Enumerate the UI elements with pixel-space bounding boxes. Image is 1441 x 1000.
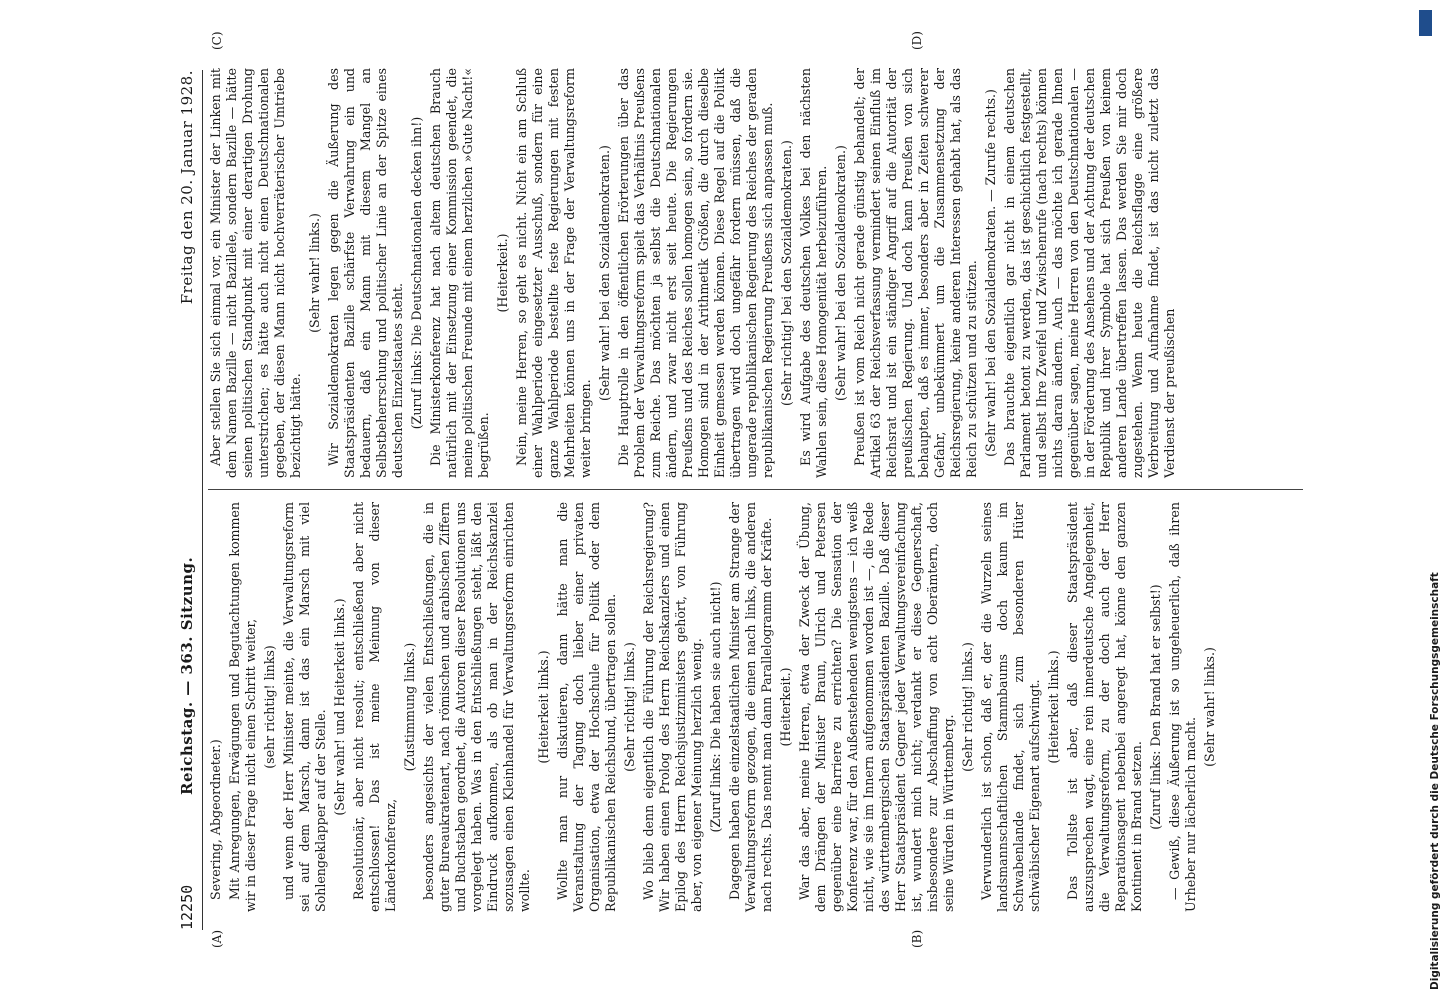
header-left-title: Reichstag. — 363. Sitzung. xyxy=(178,556,196,795)
column-divider xyxy=(208,489,1303,490)
interjection: (Heiterkeit.) xyxy=(495,233,510,313)
paragraph: Die Hauptrolle in den öffentlichen Erörterungen über das Problem der Verwaltungsreform spielt das Verhältnis Preußens zum Reiche. Das möchten ja selbst die Deutschnationalen ändern, und zwar nicht erst seit heute. Die Regierungen Preußens und des Reiches sollen homogen sein, so fordern sie. Homogen sind in der Arithmetik Größen, die durch dieselbe Einheit gemessen werden können. Diese Regel auf die Politik übertragen wird doch ungefähr fordern müssen, daß die ungerade republikanischen Regierung des Reiches der geraden republikanischen Regierung Preußens sich anpassen muß. xyxy=(616,68,775,478)
interjection: (Zustimmung links.) xyxy=(402,642,417,772)
paragraph: Wo blieb denn eigentlich die Führung der Reichsregierung? Wir haben einen Prolog des Herrn Reichskanzlers und einen Epilog des Herrn Reichsjustizministers gehört, von Führung aber, von eigener Meinung herzlich wenig. xyxy=(641,502,704,912)
paragraph: Resolutionär, aber nicht resolut; entschließend aber nicht entschlossen! Das ist meine Meinung von dieser Länderkonferenz, xyxy=(351,502,398,912)
right-column xyxy=(208,68,1181,478)
margin-marker-c: (C) xyxy=(210,31,224,50)
interjection: (Heiterkeit links.) xyxy=(536,650,551,764)
interjection: (Zuruf links: Den Brand hat er selbst!) xyxy=(1148,584,1163,830)
paragraph: Wir Sozialdemokraten legen gegen die Äußerung des Staatspräsidenten Bazille schärfste Verwahrung ein und bedauern, daß ein Mann mit diesem Mangel an Selbstbeherrschung und politischer Linie an der Spitze eines deutschen Einzelstaates steht. xyxy=(326,68,405,478)
page-header xyxy=(178,70,200,930)
left-column xyxy=(208,502,1221,912)
paragraph: Mit Anregungen, Erwägungen und Begutachtungen kommen wir in dieser Frage nicht einen Schritt weiter, xyxy=(227,502,258,912)
interjection: (Sehr wahr! bei den Sozialdemokraten. — Zurufe rechts.) xyxy=(983,89,998,457)
paragraph: Aber stellen Sie sich einmal vor, ein Minister der Linken mit dem Namen Bazille — nicht Bazillele, sondern Bazille — hätte seinen politischen Standpunkt mit einer derartigen Drohung unterstrichen; es hätte auch nicht einen Deutschnationalen gegeben, der diesen Mann nicht hochverräterischer Umtriebe bezichtigt hätte. xyxy=(208,68,303,478)
credit-line xyxy=(1414,10,1441,990)
margin-marker-a: (A) xyxy=(210,929,224,948)
credit-text: Digitalisierung gefördert durch die Deutsche Forschungsgemeinschaft xyxy=(1429,572,1441,990)
header-right-title: Freitag den 20. Januar 1928. xyxy=(178,70,196,305)
interjection: (Sehr wahr! links.) xyxy=(307,213,322,333)
interjection: (Sehr wahr! bei den Sozialdemokraten.) xyxy=(833,145,848,401)
header-rule xyxy=(202,70,203,930)
interjection: (Sehr richtig! links.) xyxy=(622,642,637,772)
margin-marker-d: (D) xyxy=(910,31,924,50)
paragraph: Verwunderlich ist schon, daß er, der die Wurzeln seines landsmannschaftlichen Stammbaums doch kaum im Schwabenlande findet, sich zum besonderen Hüter schwäbischer Eigenart aufschwingt. xyxy=(979,502,1042,912)
interjection: (Zuruf links: Die Deutschnationalen decken ihn!) xyxy=(409,116,424,430)
paragraph: Dagegen haben die einzelstaatlichen Minister am Strange der Verwaltungsreform gezogen, die einen nach links, die anderen nach rechts. Das nennt man dann Parallelogramm der Kräfte. xyxy=(727,502,774,912)
paragraph: besonders angesichts der vielen Entschließungen, die in guter Bureaukratenart, nach römischen und arabischen Ziffern und Buchstaben geordnet, die Autoren dieser Resolutionen uns vorgelegt haben. Was in den Entschließungen steht, läßt den Eindruck aufkommen, als ob man in der Reichskanzlei sozusagen einen Kleinhandel für Verwaltungsreform einrichten wollte. xyxy=(421,502,532,912)
interjection: (Sehr wahr! und Heiterkeit links.) xyxy=(332,598,347,816)
interjection: (sehr richtig! links) xyxy=(262,645,277,769)
interjection: (Sehr wahr! bei den Sozialdemokraten.) xyxy=(597,145,612,401)
paragraph: War das aber, meine Herren, etwa der Zweck der Übung, dem Drängen der Minister Braun, Ulrich und Petersen gegenüber eine Barriere zu errichten? Die Sensation der Konferenz war, für den Außenstehenden wenigstens — ich weiß nicht, wie sie im Innern aufgenommen worden ist —, die Rede des württembergischen Staatspräsidenten Bazille. Daß dieser Herr Staatspräsident Gegner jeder Verwaltungsvereinfachung ist, wundert mich nicht; verdankt er diese Gegnerschaft, insbesondere zur Abschaffung von acht Oberämtern, doch seine Würden in Württemberg. xyxy=(797,502,956,912)
interjection: (Heiterkeit.) xyxy=(778,667,793,747)
paragraph: und wenn der Herr Minister meinte, die Verwaltungsreform sei auf dem Marsch, dann ist das ein Marsch mit viel Sohlengeklapper auf der Stelle. xyxy=(281,502,328,912)
scanned-page xyxy=(90,0,1410,1000)
interjection: (Sehr richtig! links.) xyxy=(960,642,975,772)
paragraph: Nein, meine Herren, so geht es nicht. Nicht ein am Schluß einer Wahlperiode eingesetzter Ausschuß, sondern für eine ganze Wahlperiode bestellte feste Regierungen mit festen Mehrheiten können uns in der Frage der Verwaltungsreform weiter bringen. xyxy=(514,68,593,478)
interjection: (Sehr wahr! links.) xyxy=(1202,647,1217,767)
page-number: 12250 xyxy=(178,884,196,930)
paragraph: — Gewiß, diese Äußerung ist so ungeheuerlich, daß ihren Urheber nur lächerlich macht. xyxy=(1167,502,1198,912)
paragraph: Die Ministerkonferenz hat nach altem deutschen Brauch natürlich mit der Einsetzung einer Kommission geendet, die meine politischen Freunde mit einem herzlichen »Gute Nacht!« begrüßen. xyxy=(428,68,491,478)
paragraph: Das brauchte eigentlich gar nicht in einem deutschen Parlament betont zu werden, das ist geschichtlich festgestellt, und selbst Ihre Zweifel und Zwischenrufe (nach rechts) können nichts daran ändern. Auch — das möchte ich gerade Ihnen gegenüber sagen, meine Herren von den Deutschnationalen — in der Förderung des Ansehens und der Achtung der deutschen Republik und ihrer Symbole hat sich Preußen von keinem anderen Lande übertreffen lassen. Das werden Sie mir doch zugestehen. Wenn heute die Reichsflagge eine größere Verbreitung und Aufnahme findet, ist das nicht zuletzt das Verdienst der preußischen xyxy=(1002,68,1177,478)
interjection: (Zuruf links: Die haben sie auch nicht!) xyxy=(708,581,723,833)
paragraph: Das Tollste ist aber, daß dieser Staatspräsident auszusprechen wagt, eine rein innerdeutsche Angelegenheit, die Verwaltungsreform, zu der doch auch der Herr Reparationsagent nebenbei angeregt hat, könne den ganzen Kontinent in Brand setzen. xyxy=(1065,502,1144,912)
paragraph: Es wird Aufgabe des deutschen Volkes bei den nächsten Wahlen sein, diese Homogenität herbeizuführen. xyxy=(798,68,829,478)
paragraph: Severing, Abgeordneter.) xyxy=(208,739,223,900)
paragraph: Preußen ist vom Reich nicht gerade günstig behandelt; der Artikel 63 der Reichsverfassung vermindert seinen Einfluß im Reichsrat und ist ein ständiger Angriff auf die Autorität der preußischen Regierung. Und doch kann Preußen von sich behaupten, daß es immer, besonders aber in Zeiten schwerer Gefahr, unbekümmert um die Zusammensetzung der Reichsregierung, keine anderen Interessen gehabt hat, als das Reich zu schützen und zu stützen. xyxy=(852,68,979,478)
interjection: (Sehr richtig! bei den Sozialdemokraten.) xyxy=(779,140,794,406)
paragraph: Wollte man nur diskutieren, dann hätte man die Veranstaltung der Tagung doch lieber einer privaten Organisation, etwa der Hochschule für Politik oder dem Republikanischen Reichsbund, übertragen sollen. xyxy=(555,502,618,912)
interjection: (Heiterkeit links.) xyxy=(1046,650,1061,764)
margin-marker-b: (B) xyxy=(910,929,924,948)
